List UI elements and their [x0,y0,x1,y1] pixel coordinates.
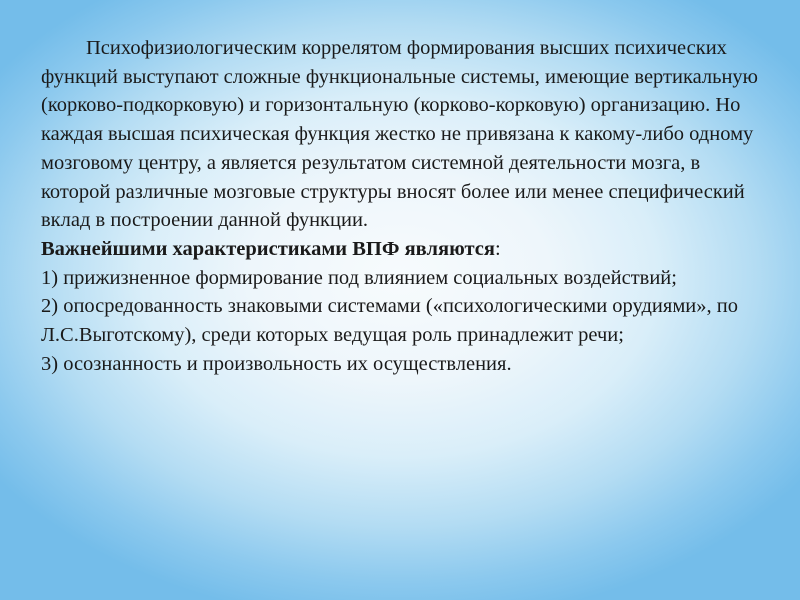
list-item-3: 3) осознанность и произвольность их осуществления. [41,352,512,375]
list-item-2: 2) опосредованность знаковыми системами («психологическими орудиями», по Л.С.Выготскому), среди которых ведущая роль принадлежит речи; [41,295,738,347]
characteristics-heading-colon: : [494,237,501,260]
characteristics-heading [41,235,761,264]
characteristics-heading-bold: Важнейшими характеристиками ВПФ являются [41,237,495,260]
slide-text-block [41,34,761,378]
intro-paragraph: Психофизиологическим коррелятом формирования высших психических функций выступают сложные функциональные системы, имеющие вертикальную (корково-подкорковую) и горизонтальную (корково-корковую) организацию. Но каждая высшая психическая функция жестко не привязана к какому-либо одному мозговому центру, а является результатом системной деятельности мозга, в которой различные мозговые структуры вносят более или менее специфический вклад в построении данной функции. [41,37,758,232]
list-item-1: 1) прижизненное формирование под влиянием социальных воздействий; [41,266,677,289]
